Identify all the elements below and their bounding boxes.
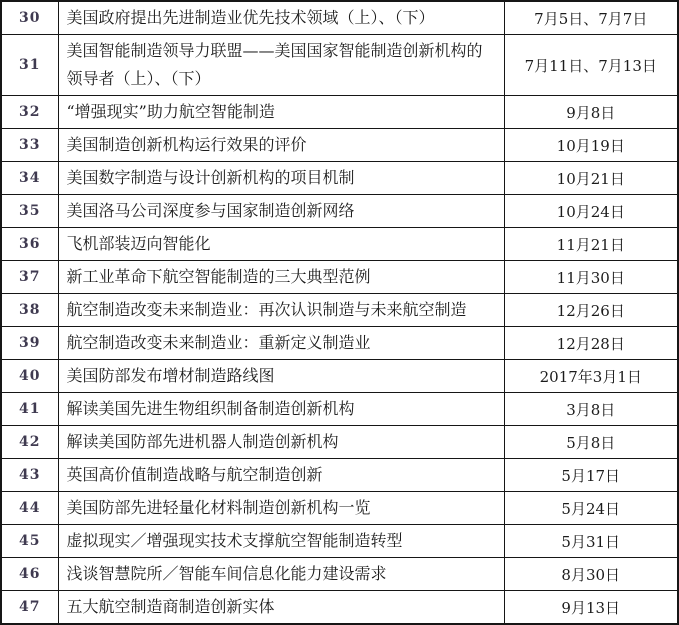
publish-date-cell: 7月11日、7月13日 bbox=[504, 35, 678, 96]
row-number-cell: 38 bbox=[1, 294, 58, 327]
row-number-cell: 47 bbox=[1, 591, 58, 625]
table-row bbox=[1, 525, 678, 558]
article-title-cell: 虚拟现实／增强现实技术支撑航空智能制造转型 bbox=[58, 525, 504, 558]
row-number-cell: 46 bbox=[1, 558, 58, 591]
table-row bbox=[1, 35, 678, 96]
table-row bbox=[1, 558, 678, 591]
article-title-cell: 解读美国先进生物组织制备制造创新机构 bbox=[58, 393, 504, 426]
article-title-cell: 美国政府提出先进制造业优先技术领域（上）、（下） bbox=[58, 1, 504, 35]
publish-date-cell: 5月17日 bbox=[504, 459, 678, 492]
publish-date-cell: 7月5日、7月7日 bbox=[504, 1, 678, 35]
row-number-cell: 45 bbox=[1, 525, 58, 558]
row-number-cell: 41 bbox=[1, 393, 58, 426]
article-title-cell: 美国洛马公司深度参与国家制造创新网络 bbox=[58, 195, 504, 228]
publish-date-cell: 12月28日 bbox=[504, 327, 678, 360]
table-body bbox=[1, 1, 678, 624]
article-title-cell: 航空制造改变未来制造业：再次认识制造与未来航空制造 bbox=[58, 294, 504, 327]
row-number-cell: 43 bbox=[1, 459, 58, 492]
article-title-cell: 五大航空制造商制造创新实体 bbox=[58, 591, 504, 625]
publish-date-cell: 11月30日 bbox=[504, 261, 678, 294]
table-row bbox=[1, 1, 678, 35]
article-title-cell: 解读美国防部先进机器人制造创新机构 bbox=[58, 426, 504, 459]
article-title-cell: 美国智能制造领导力联盟——美国国家智能制造创新机构的领导者（上）、（下） bbox=[58, 35, 504, 96]
publish-date-cell: 10月21日 bbox=[504, 162, 678, 195]
table-row bbox=[1, 393, 678, 426]
publish-date-cell: 9月8日 bbox=[504, 96, 678, 129]
article-title-cell: 飞机部装迈向智能化 bbox=[58, 228, 504, 261]
publish-date-cell: 12月26日 bbox=[504, 294, 678, 327]
table-row bbox=[1, 195, 678, 228]
publish-date-cell: 3月8日 bbox=[504, 393, 678, 426]
row-number-cell: 35 bbox=[1, 195, 58, 228]
table-row bbox=[1, 96, 678, 129]
article-title-cell: 浅谈智慧院所／智能车间信息化能力建设需求 bbox=[58, 558, 504, 591]
table-row bbox=[1, 591, 678, 625]
publish-date-cell: 2017年3月1日 bbox=[504, 360, 678, 393]
table-row bbox=[1, 228, 678, 261]
publish-date-cell: 9月13日 bbox=[504, 591, 678, 625]
table-row bbox=[1, 162, 678, 195]
table-row bbox=[1, 327, 678, 360]
article-title-cell: 美国防部发布增材制造路线图 bbox=[58, 360, 504, 393]
row-number-cell: 32 bbox=[1, 96, 58, 129]
row-number-cell: 31 bbox=[1, 35, 58, 96]
row-number-cell: 34 bbox=[1, 162, 58, 195]
article-title-cell: 美国制造创新机构运行效果的评价 bbox=[58, 129, 504, 162]
article-title-cell: 新工业革命下航空智能制造的三大典型范例 bbox=[58, 261, 504, 294]
row-number-cell: 40 bbox=[1, 360, 58, 393]
publish-date-cell: 10月24日 bbox=[504, 195, 678, 228]
table-row bbox=[1, 459, 678, 492]
article-title-cell: “增强现实”助力航空智能制造 bbox=[58, 96, 504, 129]
article-title-cell: 航空制造改变未来制造业：重新定义制造业 bbox=[58, 327, 504, 360]
row-number-cell: 30 bbox=[1, 1, 58, 35]
row-number-cell: 36 bbox=[1, 228, 58, 261]
table-row bbox=[1, 261, 678, 294]
publish-date-cell: 11月21日 bbox=[504, 228, 678, 261]
publish-date-cell: 5月24日 bbox=[504, 492, 678, 525]
article-title-cell: 美国数字制造与设计创新机构的项目机制 bbox=[58, 162, 504, 195]
publish-date-cell: 5月31日 bbox=[504, 525, 678, 558]
publish-date-cell: 8月30日 bbox=[504, 558, 678, 591]
row-number-cell: 39 bbox=[1, 327, 58, 360]
publish-date-cell: 10月19日 bbox=[504, 129, 678, 162]
row-number-cell: 37 bbox=[1, 261, 58, 294]
row-number-cell: 42 bbox=[1, 426, 58, 459]
table-row bbox=[1, 492, 678, 525]
table-row bbox=[1, 129, 678, 162]
table-row bbox=[1, 294, 678, 327]
table-row bbox=[1, 426, 678, 459]
publish-date-cell: 5月8日 bbox=[504, 426, 678, 459]
table-row bbox=[1, 360, 678, 393]
row-number-cell: 44 bbox=[1, 492, 58, 525]
row-number-cell: 33 bbox=[1, 129, 58, 162]
article-title-cell: 美国防部先进轻量化材料制造创新机构一览 bbox=[58, 492, 504, 525]
article-title-cell: 英国高价值制造战略与航空制造创新 bbox=[58, 459, 504, 492]
